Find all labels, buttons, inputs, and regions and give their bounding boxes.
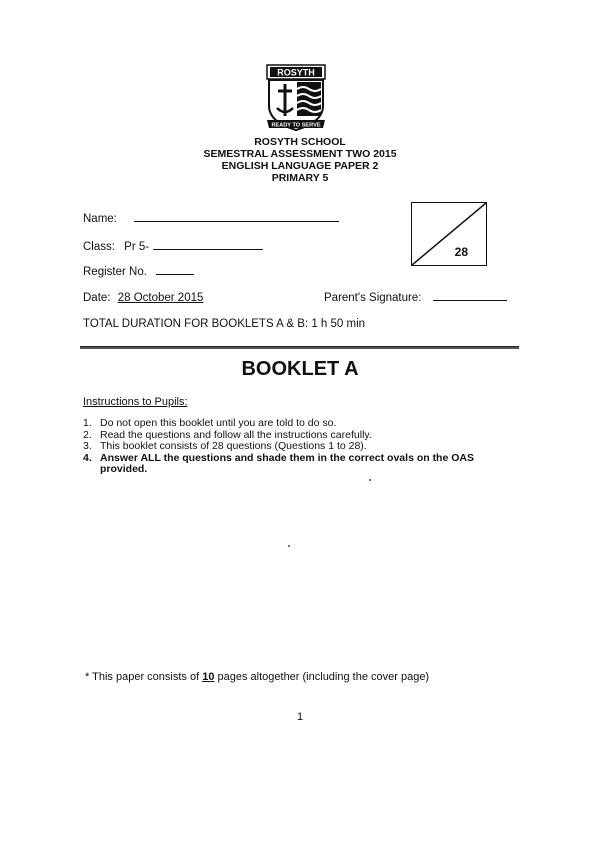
level-title: PRIMARY 5	[271, 172, 329, 184]
page-count-suffix: pages altogether (including the cover page)	[217, 671, 430, 683]
class-label: Class:	[83, 241, 115, 253]
instruction-item	[83, 453, 523, 476]
assessment-title: SEMESTRAL ASSESSMENT TWO 2015	[203, 148, 397, 160]
date-label: Date:	[83, 292, 111, 304]
instruction-text: Read the questions and follow all the instructions carefully.	[100, 428, 372, 441]
crest-motto-text: READY TO SERVE	[271, 122, 321, 129]
scan-speck	[288, 545, 290, 547]
signature-field	[324, 292, 507, 304]
signature-label: Parent's Signature:	[324, 292, 422, 304]
score-box	[411, 202, 487, 266]
crest-banner-text: ROSYTH	[277, 67, 315, 78]
instruction-number: 4.	[83, 451, 92, 464]
instructions-list	[83, 418, 523, 476]
page-count-value: 10	[202, 671, 215, 683]
duration-text: TOTAL DURATION FOR BOOKLETS A & B: 1 h 50 min	[83, 318, 366, 330]
register-blank[interactable]	[156, 274, 194, 275]
instruction-item	[83, 418, 523, 430]
page-count-prefix: * This paper consists of	[85, 671, 200, 683]
name-blank[interactable]	[134, 221, 339, 222]
instruction-number: 2.	[83, 428, 92, 441]
class-value: Pr 5-	[124, 241, 150, 253]
page-count-note	[85, 671, 429, 683]
score-box-diagonal	[412, 203, 486, 265]
class-field	[83, 241, 263, 253]
instruction-text: Do not open this booklet until you are told to do so.	[100, 417, 337, 429]
instruction-number: 1.	[83, 417, 92, 429]
paper-title: ENGLISH LANGUAGE PAPER 2	[221, 160, 379, 172]
signature-blank[interactable]	[433, 300, 507, 301]
class-blank[interactable]	[153, 249, 263, 250]
document-header	[0, 136, 600, 184]
booklet-title: BOOKLET A	[241, 358, 359, 380]
score-total: 28	[454, 245, 468, 259]
school-crest-logo	[263, 64, 329, 134]
register-field	[83, 266, 194, 278]
name-field	[83, 213, 339, 225]
instruction-text: This booklet consists of 28 questions (Questions 1 to 28).	[100, 440, 367, 453]
instruction-text: Answer ALL the questions and shade them in the correct ovals on the OAS provided.	[100, 451, 474, 476]
school-name: ROSYTH SCHOOL	[254, 136, 346, 148]
instructions-heading: Instructions to Pupils:	[83, 396, 188, 408]
date-value: 28 October 2015	[117, 292, 204, 304]
page-number: 1	[296, 711, 304, 723]
instruction-number: 3.	[83, 440, 92, 453]
section-divider	[80, 346, 519, 349]
scan-speck	[369, 479, 371, 481]
name-label: Name:	[83, 213, 117, 225]
register-label: Register No.	[83, 266, 147, 278]
date-field	[83, 292, 203, 304]
